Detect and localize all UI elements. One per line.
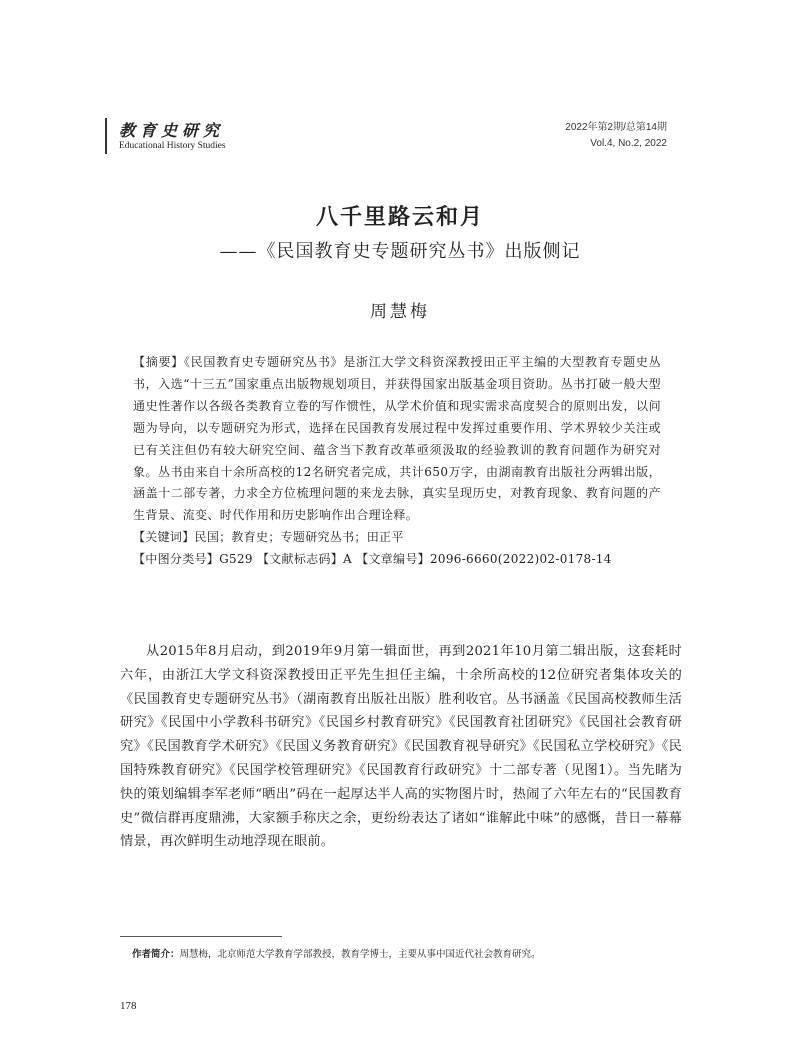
doc-code-value: A bbox=[343, 552, 353, 567]
footnote-rule bbox=[120, 936, 282, 937]
page-number: 178 bbox=[120, 1000, 137, 1012]
journal-name-en: Educational History Studies bbox=[119, 141, 226, 151]
abstract-paragraph bbox=[133, 352, 661, 527]
journal-name-cn: 教育史研究 bbox=[119, 121, 225, 140]
issue-cn: 2022年第2期/总第14期 bbox=[565, 122, 667, 133]
article-title: 八千里路云和月 bbox=[315, 205, 484, 230]
keywords-label: 【关键词】 bbox=[133, 530, 195, 545]
keywords-line bbox=[133, 527, 661, 549]
doc-code-label: 【文献标志码】 bbox=[256, 552, 344, 567]
issue-info bbox=[565, 120, 667, 152]
footnote-text: 周慧梅，北京师范大学教育学部教授，教育学博士，主要从事中国近代社会教育研究。 bbox=[179, 949, 541, 960]
logo-divider bbox=[105, 118, 107, 154]
article-no-value: 2096-6660(2022)02-0178-14 bbox=[429, 552, 612, 567]
issue-en: Vol.4, No.2, 2022 bbox=[590, 138, 667, 149]
clc-label: 【中图分类号】 bbox=[133, 552, 220, 567]
body-paragraph: 从2015年8月启动，到2019年9月第一辑面世，再到2021年10月第二辑出版，这套耗时六年，由浙江大学文科资深教授田正平先生担任主编，十余所高校的12位研究者集体攻关的《民国教育史专题研究丛书》（湖南教育出版社出版）胜利收官。丛书涵盖《民国高校教师生活研究》《民国中小学教科书研究》《民国乡村教育研究》《民国教育社团研究》《民国社会教育研究》《民国教育学术研究》《民国义务教育研究》《民国教育视导研究》《民国私立学校研究》《民国特殊教育研究》《民国学校管理研究》《民国教育行政研究》十二部专著（见图1）。当先睹为快的策划编辑李军老师“晒出”码在一起厚达半人高的实物图片时，热闹了六年左右的“民国教育史”微信群再度鼎沸，大家额手称庆之余，更纷纷表达了诸如“谁解此中味”的感慨，昔日一幕幕情景，再次鲜明生动地浮现在眼前。 bbox=[120, 644, 682, 850]
article-author: 周慧梅 bbox=[370, 302, 430, 322]
footnote-label: 作者简介： bbox=[132, 949, 180, 960]
clc-value: G529 bbox=[219, 552, 253, 567]
article-no-label: 【文章编号】 bbox=[356, 552, 430, 567]
article-subtitle: ——《民国教育史专题研究丛书》出版侧记 bbox=[219, 241, 581, 262]
keywords-text: 民国；教育史；专题研究丛书；田正平 bbox=[194, 530, 404, 545]
abstract-text: 《民国教育史专题研究丛书》是浙江大学文科资深教授田正平主编的大型教育专题史丛书，入选“十三五”国家重点出版物规划项目，并获得国家出版基金项目资助。丛书打破一般大型通史性著作以各级各类教育立卷的写作惯性，从学术价值和现实需求高度契合的原则出发，以问题为导向，以专题研究为形式，选择在民国教育发展过程中发挥过重要作用、学术界较少关注或已有关注但仍有较大研究空间、蕴含当下教育改革亟须汲取的经验教训的教育问题作为研究对象。丛书由来自十余所高校的12名研究者完成，共计650万字，由湖南教育出版社分两辑出版，涵盖十二部专著，力求全方位梳理问题的来龙去脉，真实呈现历史，对教育现象、教育问题的产生背景、流变、时代作用和历史影响作出合理诠释。 bbox=[133, 355, 661, 523]
author-footnote bbox=[132, 947, 692, 962]
abstract-label: 【摘要】 bbox=[133, 355, 184, 369]
abstract-block bbox=[133, 352, 661, 571]
classification-line bbox=[133, 549, 661, 571]
